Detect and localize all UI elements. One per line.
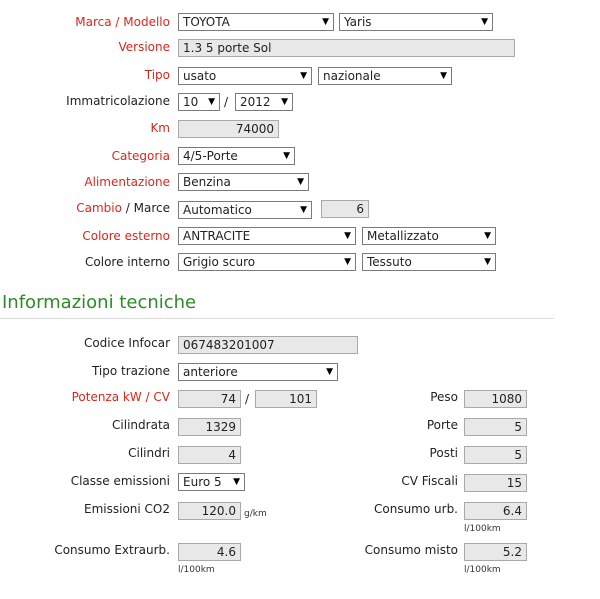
categoria-select[interactable]: 4/5-Porte ▼: [178, 147, 295, 165]
immatricolazione-mese-select[interactable]: 10 ▼: [178, 93, 220, 111]
marca-select[interactable]: TOYOTA ▼: [178, 13, 334, 31]
cv-fiscali-label: CV Fiscali: [401, 474, 458, 488]
emissioni-co2-field[interactable]: 120.0: [178, 502, 241, 520]
codice-infocar-label: Codice Infocar: [83, 336, 170, 350]
cv-fiscali-field[interactable]: 15: [464, 474, 527, 492]
verniciatura-select[interactable]: Metallizzato ▼: [362, 227, 496, 245]
chevron-down-icon: ▼: [297, 177, 304, 187]
tipo-trazione-select[interactable]: anteriore ▼: [178, 363, 338, 381]
consumo-misto-label: Consumo misto: [364, 543, 458, 557]
consumo-extraurb-unit: l/100km: [178, 565, 215, 575]
cilindri-label: Cilindri: [128, 446, 170, 460]
km-field[interactable]: 74000: [178, 120, 279, 138]
chevron-down-icon: ▼: [344, 231, 351, 241]
colore-interno-label: Colore interno: [85, 255, 170, 269]
cambio-marce-label: Cambio / Marce: [76, 201, 170, 215]
classe-emissioni-select[interactable]: Euro 5 ▼: [178, 473, 245, 491]
chevron-down-icon: ▼: [281, 97, 288, 107]
categoria-label: Categoria: [111, 149, 170, 163]
porte-field[interactable]: 5: [464, 418, 527, 436]
marce-field[interactable]: 6: [321, 200, 369, 218]
versione-label: Versione: [118, 40, 170, 54]
rivestimento-select[interactable]: Tessuto ▼: [362, 253, 496, 271]
alimentazione-label: Alimentazione: [84, 175, 170, 189]
codice-infocar-field[interactable]: 067483201007: [178, 336, 358, 354]
modello-select[interactable]: Yaris ▼: [339, 13, 493, 31]
tipo-label: Tipo: [144, 68, 170, 82]
peso-label: Peso: [430, 390, 458, 404]
tipo-trazione-label: Tipo trazione: [91, 364, 170, 378]
section-title-informazioni-tecniche: Informazioni tecniche: [2, 292, 197, 313]
chevron-down-icon: ▼: [322, 17, 329, 27]
chevron-down-icon: ▼: [326, 367, 333, 377]
consumo-urb-unit: l/100km: [464, 524, 501, 534]
consumo-urb-field[interactable]: 6.4: [464, 502, 527, 520]
emissioni-co2-label: Emissioni CO2: [84, 502, 170, 516]
colore-interno-select[interactable]: Grigio scuro ▼: [178, 253, 356, 271]
section-divider: [0, 318, 554, 319]
emissioni-co2-unit: g/km: [244, 509, 267, 519]
potenza-kw-field[interactable]: 74: [178, 390, 241, 408]
chevron-down-icon: ▼: [484, 257, 491, 267]
chevron-down-icon: ▼: [344, 257, 351, 267]
chevron-down-icon: ▼: [300, 71, 307, 81]
chevron-down-icon: ▼: [484, 231, 491, 241]
colore-esterno-select[interactable]: ANTRACITE ▼: [178, 227, 356, 245]
cilindrata-field[interactable]: 1329: [178, 418, 241, 436]
peso-field[interactable]: 1080: [464, 390, 527, 408]
km-label: Km: [150, 121, 170, 135]
consumo-misto-unit: l/100km: [464, 565, 501, 575]
immatricolazione-anno-select[interactable]: 2012 ▼: [235, 93, 293, 111]
immatricolazione-label: Immatricolazione: [66, 94, 170, 108]
cilindrata-label: Cilindrata: [112, 418, 170, 432]
immatricolazione-separator: /: [224, 95, 229, 109]
chevron-down-icon: ▼: [440, 71, 447, 81]
consumo-urb-label: Consumo urb.: [374, 502, 458, 516]
potenza-separator: /: [245, 392, 250, 406]
colore-esterno-label: Colore esterno: [82, 229, 170, 243]
chevron-down-icon: ▼: [233, 477, 240, 487]
posti-label: Posti: [429, 446, 458, 460]
potenza-label: Potenza kW / CV: [71, 390, 170, 404]
consumo-misto-field[interactable]: 5.2: [464, 543, 527, 561]
alimentazione-select[interactable]: Benzina ▼: [178, 173, 309, 191]
porte-label: Porte: [426, 418, 458, 432]
posti-field[interactable]: 5: [464, 446, 527, 464]
cilindri-field[interactable]: 4: [178, 446, 241, 464]
consumo-extraurb-field[interactable]: 4.6: [178, 543, 241, 561]
chevron-down-icon: ▼: [300, 205, 307, 215]
potenza-cv-field[interactable]: 101: [255, 390, 317, 408]
versione-field[interactable]: 1.3 5 porte Sol: [178, 39, 515, 57]
classe-emissioni-label: Classe emissioni: [70, 474, 170, 488]
chevron-down-icon: ▼: [481, 17, 488, 27]
cambio-select[interactable]: Automatico ▼: [178, 201, 312, 219]
consumo-extraurb-label: Consumo Extraurb.: [54, 543, 170, 557]
tipo-select[interactable]: usato ▼: [178, 67, 312, 85]
provenienza-select[interactable]: nazionale ▼: [318, 67, 452, 85]
chevron-down-icon: ▼: [283, 151, 290, 161]
chevron-down-icon: ▼: [208, 97, 215, 107]
marca-modello-label: Marca / Modello: [75, 15, 170, 29]
